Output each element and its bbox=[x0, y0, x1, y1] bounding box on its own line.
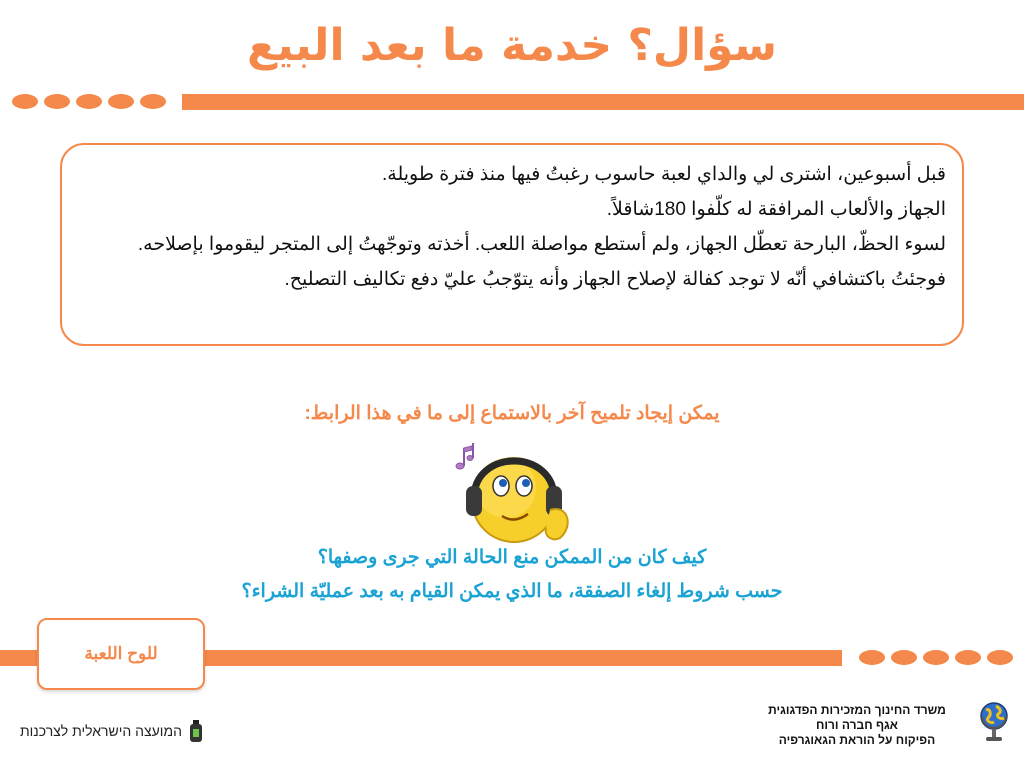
globe-icon bbox=[978, 700, 1010, 744]
ministry-line: משרד החינוך המזכירות הפדגוגית bbox=[768, 703, 946, 717]
decor-dot bbox=[140, 94, 166, 109]
consumer-council-logo bbox=[20, 718, 204, 744]
ministry-line: אגף חברה ורוח bbox=[815, 718, 898, 732]
decor-dot bbox=[891, 650, 917, 665]
story-line: لسوء الحظّ، البارحة تعطّل الجهاز، ولم أستطع مواصلة اللعب. أخذته وتوجّهتُ إلى المتجر ليقوموا بإصلاحه. bbox=[137, 234, 946, 255]
decor-dot bbox=[923, 650, 949, 665]
story-line: قبل أسبوعين، اشترى لي والداي لعبة حاسوب رغبتُ فيها منذ فترة طويلة. bbox=[382, 164, 946, 185]
slide-title: سؤال؟ خدمة ما بعد البيع bbox=[246, 20, 778, 71]
story-line: فوجئتُ باكتشافي أنّه لا توجد كفالة لإصلاح الجهاز وأنه يتوّجبُ عليّ دفع تكاليف التصليح. bbox=[284, 269, 946, 290]
top-decorative-band bbox=[0, 92, 1024, 112]
question-1: كيف كان من الممكن منع الحالة التي جرى وصفها؟ bbox=[317, 547, 707, 568]
question-2: حسب شروط إلغاء الصفقة، ما الذي يمكن القيام به بعد عمليّة الشراء؟ bbox=[241, 581, 783, 602]
game-board-button[interactable]: للوح اللعبة bbox=[37, 618, 205, 690]
decor-dot bbox=[44, 94, 70, 109]
story-box bbox=[60, 143, 964, 346]
hint-text: يمكن إيجاد تلميح آخر بالاستماع إلى ما في هذا الرابط: bbox=[304, 403, 720, 424]
ministry-credit bbox=[742, 703, 972, 748]
decor-dot bbox=[955, 650, 981, 665]
decor-dot bbox=[859, 650, 885, 665]
smiley-headphones-icon[interactable] bbox=[446, 438, 582, 548]
decor-dot bbox=[987, 650, 1013, 665]
ministry-line: הפיקוח על הוראת הגאוגרפיה bbox=[778, 733, 936, 747]
bottle-icon bbox=[188, 719, 204, 743]
decor-bar bbox=[182, 94, 1024, 110]
decor-dot bbox=[12, 94, 38, 109]
council-name: המועצה הישראלית לצרכנות bbox=[20, 723, 182, 739]
decor-dot bbox=[76, 94, 102, 109]
story-line: الجهاز والألعاب المرافقة له كلّفوا 180شاقلاً. bbox=[606, 199, 946, 220]
decor-dot bbox=[108, 94, 134, 109]
